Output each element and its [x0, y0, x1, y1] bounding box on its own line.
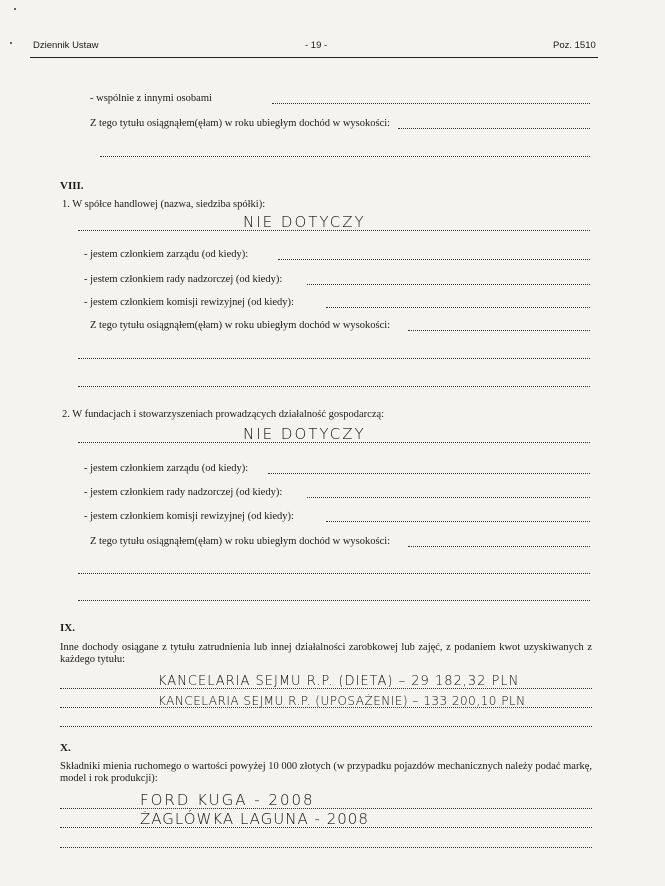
- handwritten-property-entry: ŻAGLÓWKA LAGUNA - 2008: [140, 810, 369, 828]
- section-ix-text: Inne dochody osiągane z tytułu zatrudnienia lub innej działalności zarobkowej lub zajęć, z podaniem kwot uzyskiwanych z każdego tytułu:: [60, 642, 592, 665]
- blank-row: [60, 713, 592, 727]
- section-x-title: X.: [60, 742, 71, 754]
- item2-board-row: [84, 460, 590, 474]
- header-rule: [30, 57, 598, 58]
- item1-label: [62, 196, 265, 210]
- section-x-text: Składniki mienia ruchomego o wartości powyżej 10 000 złotych (w przypadku pojazdów mechanicznych należy podać markę, model i rok produkcji):: [60, 761, 592, 784]
- section-ix-title: IX.: [60, 622, 75, 634]
- position-number: Poz. 1510: [553, 40, 596, 51]
- fill-line[interactable]: [78, 213, 590, 231]
- fill-line[interactable]: [60, 810, 592, 828]
- blank-row: [60, 834, 592, 848]
- label: - jestem członkiem komisji rewizyjnej (od kiedy):: [84, 511, 294, 522]
- item2-supervisory-row: [84, 484, 590, 498]
- property-entry-row: [60, 810, 592, 828]
- label: - jestem członkiem rady nadzorczej (od kiedy):: [84, 274, 283, 285]
- label: Z tego tytułu osiągnąłem(ęłam) w roku ubiegłym dochód w wysokości:: [90, 536, 391, 547]
- income-entry-row: [60, 675, 592, 689]
- item2-income-row: [90, 533, 590, 547]
- item2-label: [62, 406, 384, 420]
- jointly-row: [90, 90, 590, 104]
- fill-line[interactable]: [60, 791, 592, 809]
- fill-line[interactable]: [326, 511, 590, 522]
- item1-income-row: [90, 317, 590, 331]
- handwritten-answer: NIE DOTYCZY: [243, 213, 366, 231]
- fill-line[interactable]: [78, 348, 590, 359]
- property-entry-row: [60, 791, 592, 809]
- label: - wspólnie z innymi osobami: [90, 93, 212, 104]
- fill-line[interactable]: [268, 463, 590, 474]
- fill-line[interactable]: [307, 487, 590, 498]
- item1-board-row: [84, 246, 590, 260]
- handwritten-answer: NIE DOTYCZY: [243, 425, 366, 443]
- blank-row: [78, 345, 590, 359]
- scan-speck: [14, 8, 16, 10]
- fill-line[interactable]: [408, 320, 590, 331]
- blank-row: [100, 143, 590, 157]
- fill-line[interactable]: [398, 118, 590, 129]
- label: - jestem członkiem rady nadzorczej (od kiedy):: [84, 487, 283, 498]
- fill-line[interactable]: [60, 674, 592, 689]
- handwritten-income-entry: KANCELARIA SEJMU R.P. (DIETA) – 29 182,32 PLN: [158, 674, 520, 689]
- handwritten-income-entry: KANCELARIA SEJMU R.P. (UPOSAŻENIE) – 133 200,10 PLN: [158, 694, 526, 708]
- fill-line[interactable]: [307, 274, 590, 285]
- label: - jestem członkiem zarządu (od kiedy):: [84, 463, 249, 474]
- fill-line[interactable]: [326, 297, 590, 308]
- label: Z tego tytułu osiągnąłem(ęłam) w roku ubiegłym dochód w wysokości:: [90, 320, 391, 331]
- blank-row: [78, 373, 590, 387]
- fill-line[interactable]: [100, 146, 590, 157]
- item2-answer-row: [78, 425, 590, 443]
- item1-audit-row: [84, 294, 590, 308]
- fill-line[interactable]: [78, 563, 590, 574]
- item2-audit-row: [84, 508, 590, 522]
- label: 2. W fundacjach i stowarzyszeniach prowadzących działalność gospodarczą:: [62, 409, 385, 420]
- fill-line[interactable]: [78, 590, 590, 601]
- fill-line[interactable]: [278, 249, 590, 260]
- income-row: [90, 115, 590, 129]
- handwritten-property-entry: FORD KUGA - 2008: [140, 791, 315, 809]
- journal-name: Dziennik Ustaw: [33, 40, 99, 51]
- label: Z tego tytułu osiągnąłem(ęłam) w roku ubiegłym dochód w wysokości:: [90, 118, 391, 129]
- fill-line[interactable]: [272, 93, 590, 104]
- page-number: - 19 -: [305, 40, 328, 51]
- item1-answer-row: [78, 213, 590, 231]
- fill-line[interactable]: [60, 716, 592, 727]
- label: - jestem członkiem zarządu (od kiedy):: [84, 249, 249, 260]
- item1-supervisory-row: [84, 271, 590, 285]
- fill-line[interactable]: [408, 536, 590, 547]
- blank-row: [78, 587, 590, 601]
- fill-line[interactable]: [60, 694, 592, 708]
- scan-speck: [10, 42, 12, 44]
- income-entry-row: [60, 694, 592, 708]
- fill-line[interactable]: [60, 837, 592, 848]
- section-viii-title: VIII.: [60, 180, 84, 192]
- label: - jestem członkiem komisji rewizyjnej (od kiedy):: [84, 297, 294, 308]
- blank-row: [78, 560, 590, 574]
- fill-line[interactable]: [78, 425, 590, 443]
- label: 1. W spółce handlowej (nazwa, siedziba spółki):: [62, 199, 266, 210]
- fill-line[interactable]: [78, 376, 590, 387]
